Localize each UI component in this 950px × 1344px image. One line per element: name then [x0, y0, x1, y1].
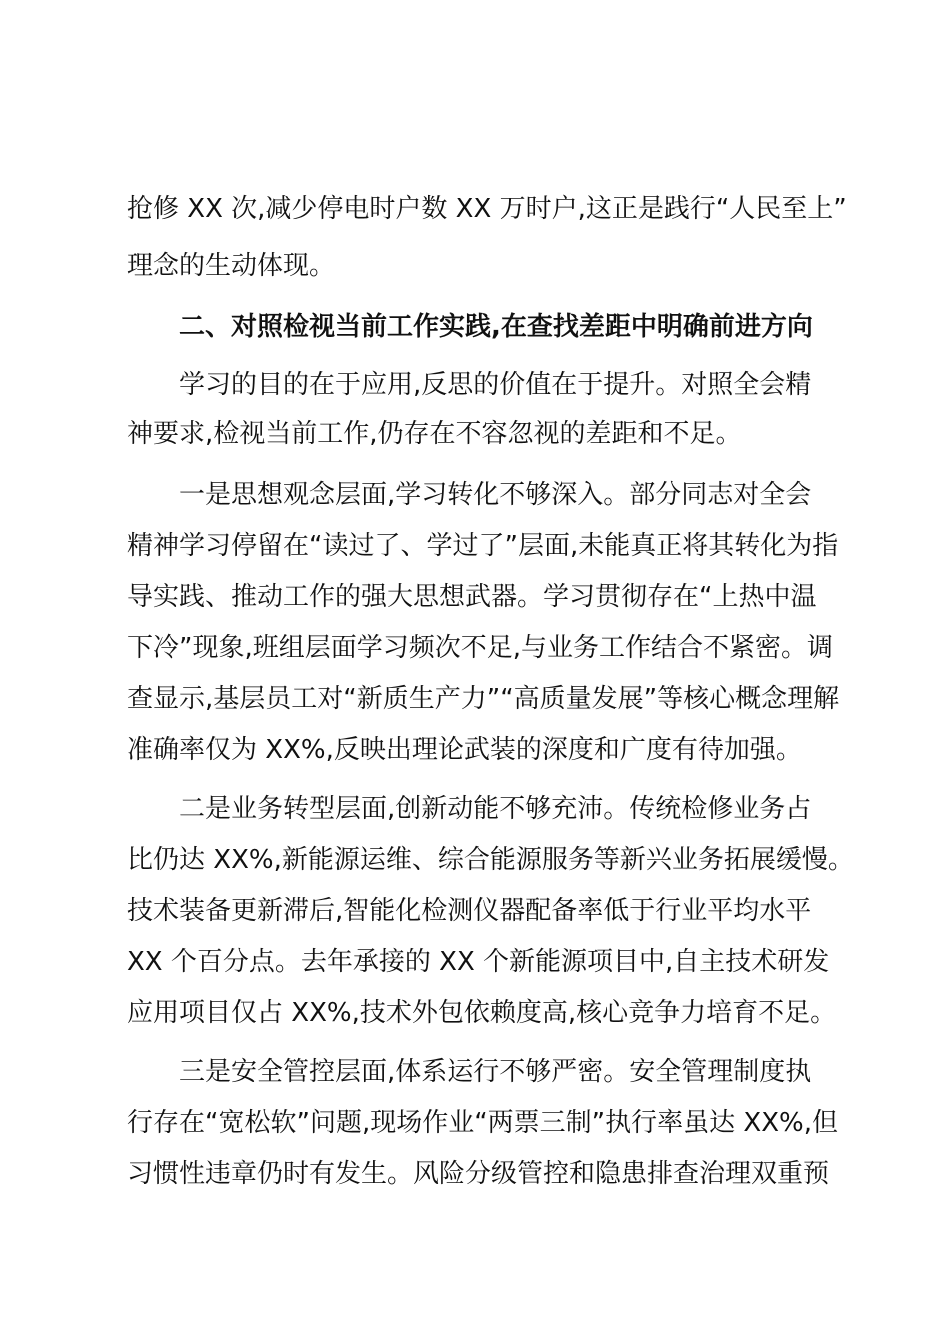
text-line: 下冷”现象,班组层面学习频次不足,与业务工作结合不紧密。调 — [127, 633, 833, 663]
section-heading — [127, 312, 829, 343]
text-line: 精神学习停留在“读过了、学过了”层面,未能真正将其转化为指 — [127, 531, 839, 561]
text-line: 一是思想观念层面,学习转化不够深入。部分同志对全会 — [179, 480, 812, 510]
paragraph — [127, 1057, 839, 1190]
text-line: 准确率仅为 XX%,反映出理论武装的深度和广度有待加强。 — [127, 735, 802, 765]
heading-text: 二、对照检视当前工作实践,在查找差距中明确前进方向 — [179, 312, 813, 342]
text-line: 应用项目仅占 XX%,技术外包依赖度高,核心竞争力培育不足。 — [127, 998, 837, 1028]
text-line: 抢修 XX 次,减少停电时户数 XX 万时户,这正是践行“人民至上” — [127, 194, 847, 224]
text-line: XX 个百分点。去年承接的 XX 个新能源项目中,自主技术研发 — [127, 947, 830, 977]
document-body — [127, 194, 854, 1190]
paragraph-continuation — [127, 194, 847, 282]
text-line: 习惯性违章仍时有发生。风险分级管控和隐患排查治理双重预 — [127, 1159, 830, 1189]
text-line: 学习的目的在于应用,反思的价值在于提升。对照全会精 — [179, 370, 812, 400]
text-line: 行存在“宽松软”问题,现场作业“两票三制”执行率虽达 XX%,但 — [127, 1108, 839, 1138]
text-line: 查显示,基层员工对“新质生产力”“高质量发展”等核心概念理解 — [127, 684, 840, 714]
text-line: 二是业务转型层面,创新动能不够充沛。传统检修业务占 — [179, 794, 812, 824]
text-line: 神要求,检视当前工作,仍存在不容忽视的差距和不足。 — [127, 419, 742, 449]
text-line: 理念的生动体现。 — [127, 251, 336, 281]
paragraph — [127, 794, 854, 1029]
text-line: 导实践、推动工作的强大思想武器。学习贯彻存在“上热中温 — [127, 582, 817, 612]
text-line: 比仍达 XX%,新能源运维、综合能源服务等新兴业务拓展缓慢。 — [127, 845, 854, 875]
text-line: 三是安全管控层面,体系运行不够严密。安全管理制度执 — [179, 1057, 812, 1087]
paragraph — [127, 370, 829, 450]
text-line: 技术装备更新滞后,智能化检测仪器配备率低于行业平均水平 — [127, 896, 812, 926]
paragraph — [127, 480, 840, 766]
